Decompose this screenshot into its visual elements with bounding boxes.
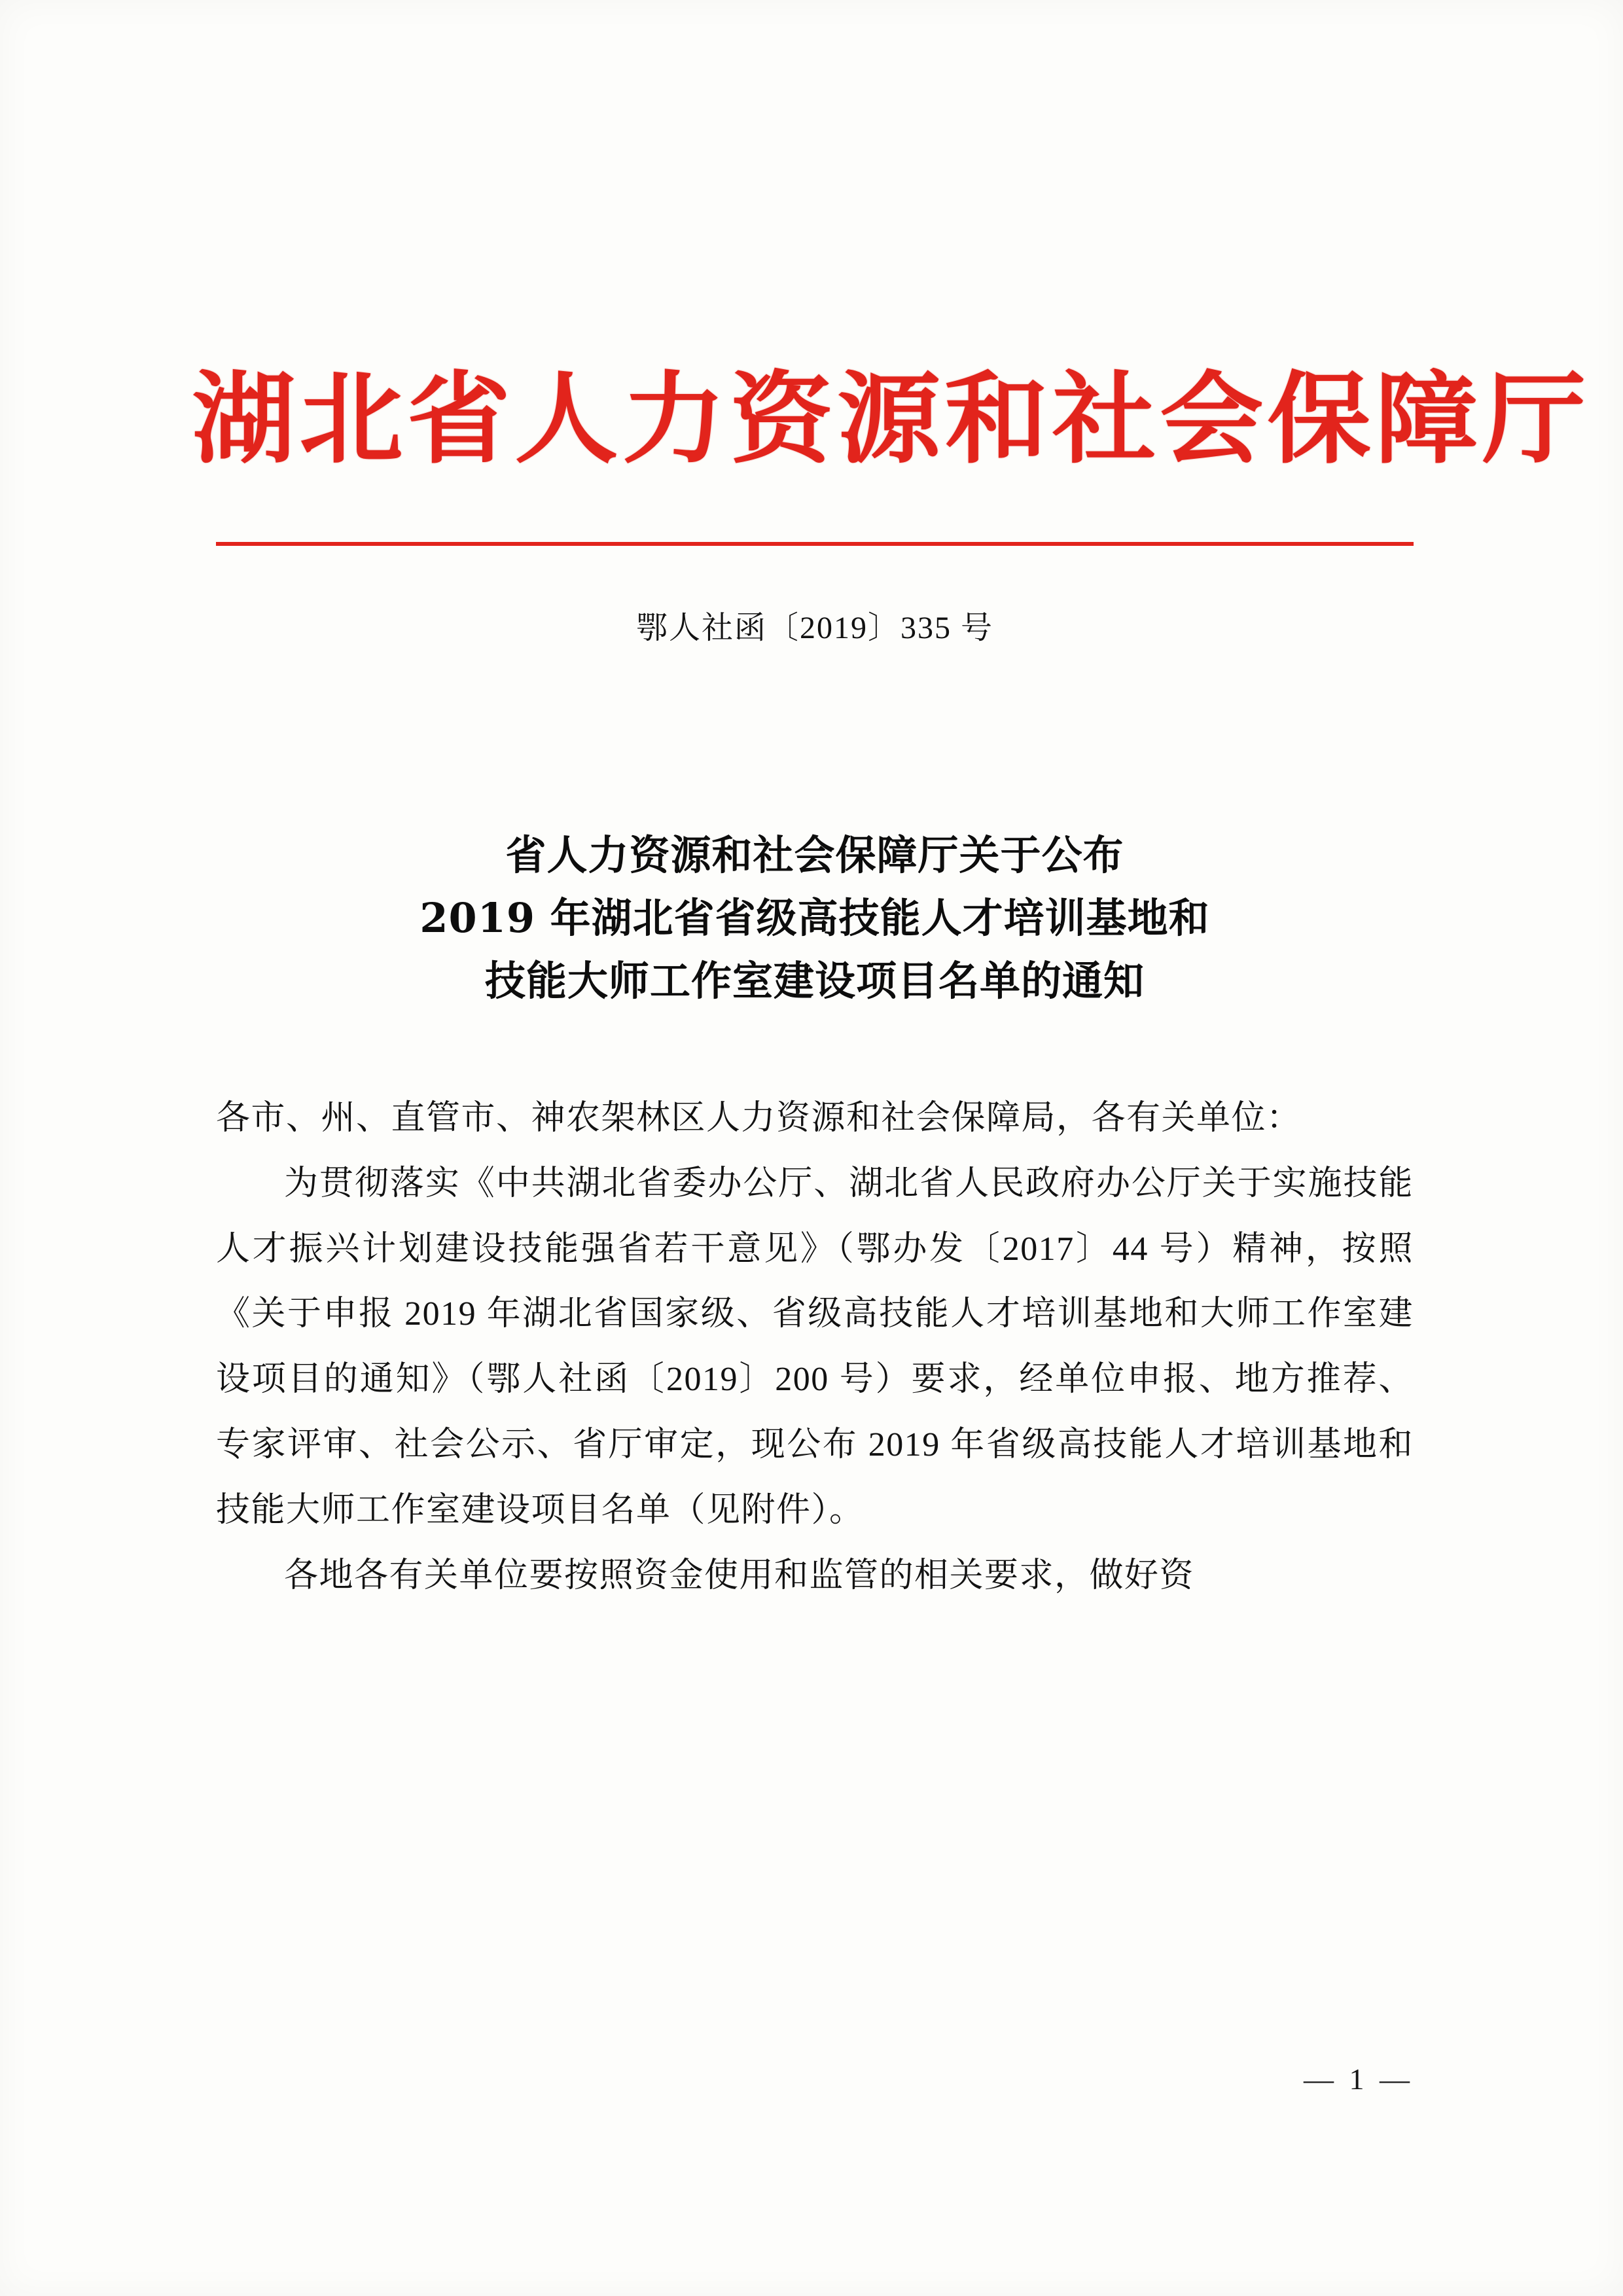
body-paragraph-1: 为贯彻落实《中共湖北省委办公厅、湖北省人民政府办公厅关于实施技能人才振兴计划建设技能强省若干意见》（鄂办发〔2017〕44 号）精神，按照《关于申报 2019 年湖北省国家级、省级高技能人才培训基地和大师工作室建设项目的通知》（鄂人社函〔2019〕200 号）要求，经单位申报、地方推荐、专家评审、社会公示、省厅审定，现公布 2019 年省级高技能人才培训基地和技能大师工作室建设项目名单（见附件）。 [216,1164,1414,1529]
page-number: — 1 — [1304,2062,1414,2096]
issuing-organization-title: 湖北省人力资源和社会保障厅 [192,360,1590,477]
document-title [216,824,1414,1013]
document-title-line-2: 2019 年湖北省省级高技能人才培训基地和 [419,893,1210,942]
body-paragraph-2: 各地各有关单位要按照资金使用和监管的相关要求，做好资 [284,1556,1195,1594]
letterhead-divider [216,542,1414,546]
document-title-line-1: 省人力资源和社会保障厅关于公布 [505,831,1124,879]
document-body [216,1086,1414,1609]
document-title-line-3: 技能大师工作室建设项目名单的通知 [484,956,1145,1005]
addressee-line: 各市、州、直管市、神农架林区人力资源和社会保障局，各有关单位： [216,1099,1302,1137]
letterhead [192,360,1590,546]
page-content [192,0,1590,2296]
document-number: 鄂人社函〔2019〕335 号 [635,610,993,645]
